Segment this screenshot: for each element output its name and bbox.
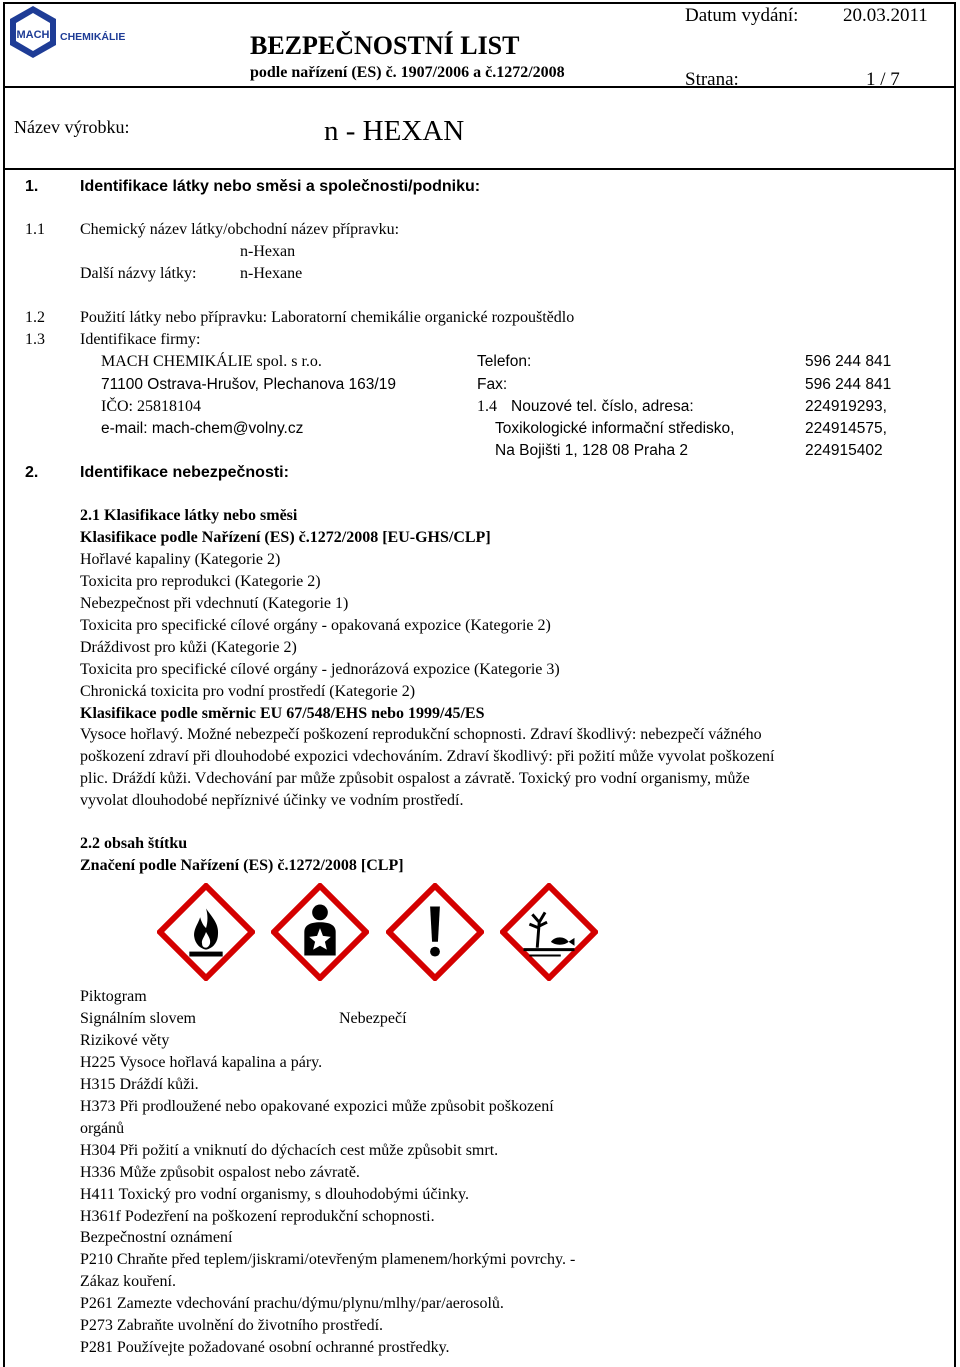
label-heading: Značení podle Nařízení (ES) č.1272/2008 [CLP] — [80, 857, 404, 874]
eu-classification-heading: Klasifikace podle směrnic EU 67/548/EHS nebo 1999/45/ES — [80, 705, 485, 722]
issue-date-label: Datum vydání: — [685, 5, 799, 26]
clp-item: Nebezpečnost při vdechnutí (Kategorie 1) — [80, 595, 349, 612]
clp-classification-heading: Klasifikace podle Nařízení (ES) č.1272/2008 [EU-GHS/CLP] — [80, 529, 491, 546]
precautionary-statement: Zákaz kouření. — [80, 1273, 176, 1290]
health-hazard-icon — [271, 883, 369, 981]
clp-item: Dráždivost pro kůži (Kategorie 2) — [80, 639, 297, 656]
hazard-statements-label: Rizikové věty — [80, 1032, 170, 1049]
signal-word-label: Signálním slovem — [80, 1010, 196, 1027]
section-1-1-number: 1.1 — [25, 221, 45, 238]
left-border — [3, 170, 5, 1367]
clp-item: Toxicita pro specifické cílové orgány - opakovaná expozice (Kategorie 2) — [80, 617, 551, 634]
phone-label: Telefon: — [477, 353, 532, 370]
clp-item: Toxicita pro specifické cílové orgány - jednorázová expozice (Kategorie 3) — [80, 661, 560, 678]
section-1-number: 1. — [25, 178, 39, 195]
product-label: Název výrobku: — [14, 117, 130, 137]
clp-item: Chronická toxicita pro vodní prostředí (Kategorie 2) — [80, 683, 416, 700]
clp-item: Toxicita pro reprodukci (Kategorie 2) — [80, 573, 321, 590]
precautionary-statement: P281 Používejte požadované osobní ochranné prostředky. — [80, 1339, 450, 1356]
issue-date: 20.03.2011 — [843, 5, 928, 26]
substance-name: n-Hexan — [240, 243, 296, 260]
exclamation-icon — [386, 883, 484, 981]
hazard-statement: H336 Může způsobit ospalost nebo závratě. — [80, 1164, 360, 1181]
fax-label: Fax: — [477, 376, 508, 393]
svg-text:CHEMIKÁLIE: CHEMIKÁLIE — [60, 31, 126, 43]
other-names-value: n-Hexane — [240, 265, 303, 282]
section-1-4-text: Nouzové tel. číslo, adresa: — [511, 398, 694, 415]
company-ico: IČO: 25818104 — [101, 398, 201, 415]
hazard-statement: orgánů — [80, 1120, 125, 1137]
company-name: MACH CHEMIKÁLIE spol. s r.o. — [101, 353, 322, 370]
page-number: 1 / 7 — [866, 69, 900, 90]
company-email: e-mail: mach-chem@volny.cz — [101, 420, 304, 437]
eu-classification-line: vyvolat dlouhodobé nepříznivé účinky ve vodním prostředí. — [80, 792, 464, 809]
section-1-2-text: Použití látky nebo přípravku: Laboratorní chemikálie organické rozpouštědlo — [80, 309, 575, 326]
precautionary-statement: P273 Zabraňte uvolnění do životního prostředí. — [80, 1317, 384, 1334]
tox-center-name: Toxikologické informační středisko, — [495, 420, 735, 437]
right-border — [954, 170, 956, 1367]
hazard-statement: H411 Toxický pro vodní organismy, s dlouhodobými účinky. — [80, 1186, 469, 1203]
product-frame — [3, 88, 956, 170]
section-1-heading: Identifikace látky nebo směsi a společnosti/podniku: — [80, 178, 481, 195]
section-2-number: 2. — [25, 464, 39, 481]
company-address: 71100 Ostrava-Hrušov, Plechanova 163/19 — [101, 376, 396, 393]
environment-icon — [500, 883, 598, 981]
section-1-3-number: 1.3 — [25, 331, 45, 348]
precautionary-statement: P210 Chraňte před teplem/jiskrami/otevřeným plamenem/horkými povrchy. - — [80, 1251, 576, 1268]
section-2-1-heading: 2.1 Klasifikace látky nebo směsi — [80, 507, 298, 524]
section-1-1-text: Chemický název látky/obchodní název přípravku: — [80, 221, 400, 238]
emergency-phone-3: 224915402 — [805, 442, 883, 459]
section-1-3-text: Identifikace firmy: — [80, 331, 201, 348]
hazard-statement: H373 Při prodloužené nebo opakované expozici může způsobit poškození — [80, 1098, 554, 1115]
hazard-statement: H304 Při požití a vniknutí do dýchacích cest může způsobit smrt. — [80, 1142, 499, 1159]
section-2-heading: Identifikace nebezpečnosti: — [80, 464, 289, 481]
section-1-2-number: 1.2 — [25, 309, 45, 326]
eu-classification-line: plic. Dráždí kůži. Vdechování par může způsobit ospalost a závratě. Toxický pro vodní organismy, může — [80, 770, 750, 787]
document-subtitle: podle nařízení (ES) č. 1907/2006 a č.1272/2008 — [250, 64, 565, 81]
eu-classification-line: Vysoce hořlavý. Možné nebezpečí poškození reprodukční schopnosti. Zdraví škodlivý: nebezpečí vážného — [80, 726, 762, 743]
product-name: n - HEXAN — [324, 115, 465, 147]
emergency-phone-2: 224914575, — [805, 420, 887, 437]
pictogram-label: Piktogram — [80, 988, 147, 1005]
precautionary-statements-label: Bezpečnostní oznámení — [80, 1229, 233, 1246]
tox-center-address: Na Bojišti 1, 128 08 Praha 2 — [495, 442, 689, 459]
flame-icon — [157, 883, 255, 981]
page-label: Strana: — [685, 69, 739, 90]
logo-short: MACH — [16, 29, 50, 41]
emergency-phone-1: 224919293, — [805, 398, 887, 415]
phone-value: 596 244 841 — [805, 353, 892, 370]
signal-word-value: Nebezpečí — [339, 1010, 407, 1027]
eu-classification-line: poškození zdraví při dlouhodobé expozici vdechováním. Zdraví škodlivý: při požití může vyvolat poškození — [80, 748, 775, 765]
section-2-2-heading: 2.2 obsah štítku — [80, 835, 188, 852]
precautionary-statement: P261 Zamezte vdechování prachu/dýmu/plynu/mlhy/par/aerosolů. — [80, 1295, 504, 1312]
hazard-statement: H315 Dráždí kůži. — [80, 1076, 199, 1093]
company-logo — [8, 4, 138, 62]
section-1-4-number: 1.4 — [477, 398, 497, 415]
clp-item: Hořlavé kapaliny (Kategorie 2) — [80, 551, 281, 568]
hazard-statement: H361f Podezření na poškození reprodukční schopnosti. — [80, 1208, 435, 1225]
document-title: BEZPEČNOSTNÍ LIST — [250, 31, 520, 60]
fax-value: 596 244 841 — [805, 376, 892, 393]
hazard-statement: H225 Vysoce hořlavá kapalina a páry. — [80, 1054, 323, 1071]
other-names-label: Další názvy látky: — [80, 265, 197, 282]
